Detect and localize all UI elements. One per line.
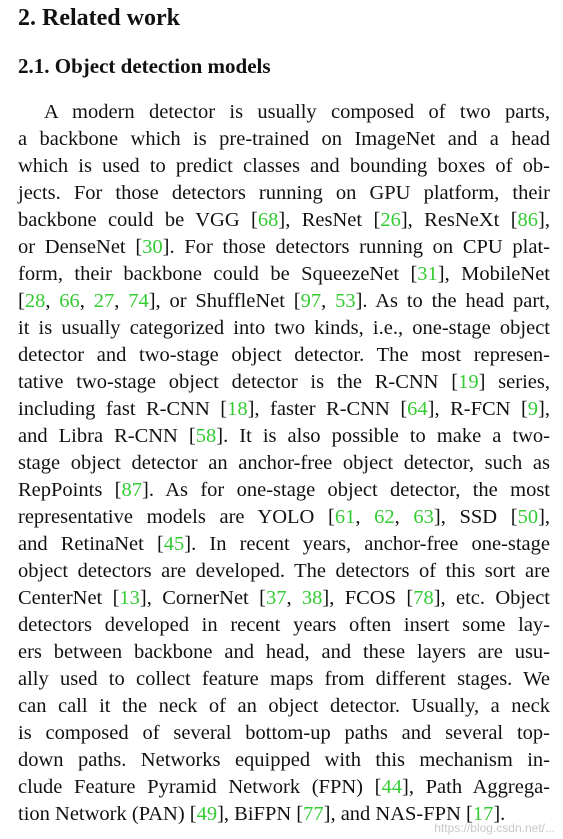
text-segment: tative two-stage object detector is the R-CNN [ [18,371,459,393]
text-segment: jects. For those detectors running on GPU platform, their [18,182,550,204]
citation-link[interactable]: 44 [381,776,402,798]
text-segment: is composed of several bottom-up paths and several top- [18,722,550,744]
citation-link[interactable]: 9 [527,398,539,420]
text-line [18,531,550,558]
citation-link[interactable]: 62 [374,506,395,528]
text-segment: which is used to predict classes and bounding boxes of ob- [18,155,550,177]
text-segment: a backbone which is pre-trained on ImageNet and a head [18,128,550,150]
text-segment: ], ResNeXt [ [400,209,518,231]
citation-link[interactable]: 19 [458,371,479,393]
citation-link[interactable]: 53 [335,290,356,312]
text-segment: ] series, [478,371,550,393]
text-line [18,504,550,531]
text-segment: ], [538,398,550,420]
citation-link[interactable]: 68 [257,209,279,231]
watermark-text: https://blog.csdn.net/... [434,821,555,835]
text-segment: ], [538,506,551,528]
citation-link[interactable]: 26 [380,209,401,231]
text-line [18,99,550,126]
citation-link[interactable]: 74 [128,290,149,312]
citation-link[interactable]: 64 [407,398,428,420]
citation-link[interactable]: 13 [119,587,140,609]
citation-link[interactable]: 58 [195,425,217,447]
text-segment: ], R-FCN [ [427,398,528,420]
text-line [18,126,550,153]
text-segment: ], [538,209,550,231]
text-segment: ], SSD [ [433,506,518,528]
text-segment: ], Path Aggrega- [402,776,551,798]
text-segment: ], CornerNet [ [139,587,266,609]
text-segment: ], ResNet [ [278,209,381,231]
citation-link[interactable]: 28 [24,290,46,312]
citation-link[interactable]: 45 [163,533,185,555]
text-segment: ], MobileNet [437,263,550,285]
text-segment: clude Feature Pyramid Network (FPN) [ [18,776,382,798]
text-segment: ], etc. Object [433,587,550,609]
text-line [18,369,550,396]
citation-link[interactable]: 50 [517,506,539,528]
text-segment: backbone could be VGG [ [18,209,258,231]
text-segment: and Libra R-CNN [ [18,425,196,447]
section-heading: 2. Related work [18,5,180,31]
text-line [18,207,550,234]
citation-link[interactable]: 38 [301,587,323,609]
text-segment: ]. For those detectors running on CPU plat- [162,236,551,258]
text-segment: ]. As to the head part, [355,290,550,312]
text-line [18,585,550,612]
citation-link[interactable]: 49 [196,803,218,825]
text-line [18,180,550,207]
text-segment: , [394,506,414,528]
body-paragraph [18,99,550,828]
text-segment: or DenseNet [ [18,236,143,258]
text-segment: detectors developed in recent years often insert some lay- [18,614,550,636]
text-line [18,612,550,639]
text-segment: , [45,290,60,312]
text-segment: it is usually categorized into two kinds, i.e., one-stage object [18,317,550,339]
citation-link[interactable]: 97 [300,290,322,312]
text-segment: ]. In recent years, anchor-free one-stage [184,533,550,555]
citation-link[interactable]: 66 [59,290,80,312]
citation-link[interactable]: 30 [142,236,163,258]
citation-link[interactable]: 18 [227,398,248,420]
text-segment: object detectors are developed. The detectors of this sort are [18,560,550,582]
text-segment: representative models are YOLO [ [18,506,335,528]
text-line [18,639,550,666]
text-line [18,288,550,315]
text-segment: and RetinaNet [ [18,533,164,555]
text-line [18,477,550,504]
text-segment: can call it the neck of an object detector. Usually, a neck [18,695,550,717]
text-segment: ], or ShuffleNet [ [148,290,301,312]
text-segment: ers between backbone and head, and these layers are usu- [18,641,550,663]
text-line [18,693,550,720]
text-line [18,396,550,423]
text-segment: ], and NAS-FPN [ [323,803,473,825]
text-segment: tion Network (PAN) [ [18,803,197,825]
citation-link[interactable]: 78 [413,587,434,609]
text-segment: including fast R-CNN [ [18,398,228,420]
text-line [18,774,550,801]
text-segment: RepPoints [ [18,479,122,501]
text-line [18,342,550,369]
citation-link[interactable]: 31 [417,263,438,285]
text-segment: ally used to collect feature maps from different stages. We [18,668,550,690]
text-segment: , [79,290,94,312]
text-segment: [ [18,290,25,312]
text-line [18,747,550,774]
citation-link[interactable]: 37 [265,587,287,609]
text-segment: detector and two-stage object detector. The most represen- [18,344,550,366]
text-line [18,315,550,342]
text-line [18,423,550,450]
text-segment: ], FCOS [ [322,587,414,609]
text-segment: down paths. Networks equipped with this mechanism in- [18,749,550,771]
text-line [18,720,550,747]
citation-link[interactable]: 61 [334,506,356,528]
text-line [18,261,550,288]
text-segment: , [114,290,129,312]
citation-link[interactable]: 77 [303,803,324,825]
text-segment: ]. It is also possible to make a two- [216,425,550,447]
text-line [18,558,550,585]
citation-link[interactable]: 17 [472,803,494,825]
subsection-heading: 2.1. Object detection models [18,54,271,78]
text-segment: , [355,506,375,528]
citation-link[interactable]: 86 [517,209,539,231]
text-segment: , [286,587,302,609]
citation-link[interactable]: 63 [413,506,434,528]
text-segment: , [321,290,336,312]
text-line [18,450,550,477]
text-segment: ]. As for one-stage object detector, the most [142,479,550,501]
text-line [18,234,550,261]
text-segment: CenterNet [ [18,587,120,609]
text-segment: ], BiFPN [ [217,803,304,825]
text-line [18,666,550,693]
text-segment: stage object detector an anchor-free object detector, such as [18,452,550,474]
citation-link[interactable]: 27 [93,290,115,312]
citation-link[interactable]: 87 [121,479,142,501]
text-segment: A modern detector is usually composed of two parts, [44,101,550,123]
text-segment: ], faster R-CNN [ [247,398,408,420]
text-segment: form, their backbone could be SqueezeNet [ [18,263,418,285]
text-line [18,153,550,180]
text-segment: ]. [493,803,506,825]
